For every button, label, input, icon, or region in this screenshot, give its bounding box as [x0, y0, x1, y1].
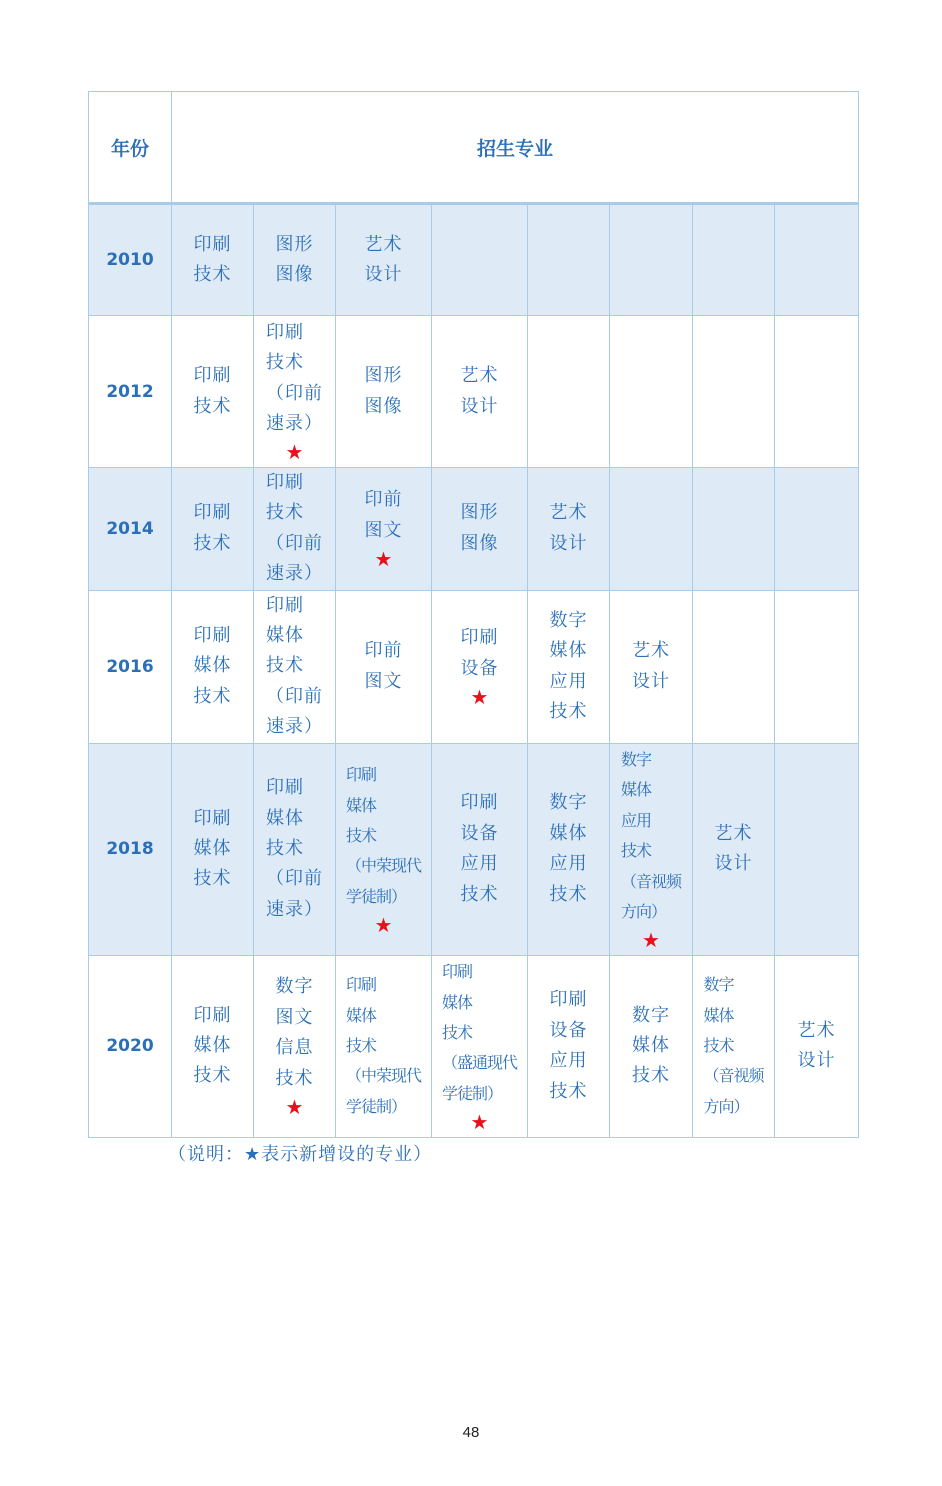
majors-header: 招生专业	[172, 92, 859, 204]
year-cell: 2010	[89, 204, 172, 316]
major-cell	[528, 590, 610, 743]
major-cell	[693, 590, 775, 743]
new-major-star-icon: ★	[285, 1094, 304, 1119]
major-name: 数字 媒体 应用 技术	[549, 609, 588, 723]
major-name: 艺术 设计	[797, 1019, 836, 1072]
year-cell: 2020	[89, 955, 172, 1137]
major-name: 印刷 技术	[193, 233, 232, 285]
major-cell	[693, 204, 775, 316]
majors-table	[88, 91, 859, 1138]
major-name: 印刷 媒体 技术 （盛通现代 学徒制）	[441, 962, 517, 1103]
major-cell	[336, 590, 432, 743]
new-major-star-icon: ★	[470, 685, 489, 710]
major-cell	[172, 204, 254, 316]
new-major-star-icon: ★	[470, 1110, 489, 1135]
major-name: 印刷 媒体 技术 （印前 速录）	[266, 594, 323, 738]
new-major-star-icon: ★	[285, 440, 304, 465]
year-cell: 2012	[89, 316, 172, 468]
table-row	[89, 316, 859, 468]
major-cell	[254, 204, 336, 316]
major-cell	[775, 743, 859, 955]
major-cell	[336, 468, 432, 591]
major-name: 印刷 设备	[460, 627, 499, 679]
major-name: 印刷 技术 （印前 速录）	[266, 321, 323, 434]
major-name: 数字 媒体 技术	[632, 1004, 670, 1087]
table-row	[89, 204, 859, 316]
major-name: 图形 图像	[275, 233, 314, 285]
major-name: 艺术 设计	[460, 365, 499, 417]
major-cell	[254, 316, 336, 468]
major-name: 印刷 媒体 技术 （中荣现代 学徒制）	[345, 765, 421, 906]
major-cell	[693, 468, 775, 591]
major-cell	[254, 955, 336, 1137]
major-name: 印刷 技术	[193, 502, 232, 554]
table-row	[89, 468, 859, 591]
major-name: 印刷 技术	[193, 365, 232, 417]
major-name: 艺术 设计	[364, 233, 403, 285]
major-cell	[775, 590, 859, 743]
major-cell	[432, 468, 528, 591]
major-cell	[693, 955, 775, 1137]
legend-note: （说明：★表示新增设的专业）	[168, 1144, 433, 1165]
major-name: 印前 图文	[364, 640, 403, 692]
major-name: 印刷 媒体 技术	[193, 807, 232, 890]
major-name: 印刷 媒体 技术 （中荣现代 学徒制）	[345, 975, 421, 1116]
major-name: 数字 图文 信息 技术	[275, 976, 314, 1089]
major-cell	[775, 204, 859, 316]
major-cell	[775, 468, 859, 591]
major-cell	[610, 468, 693, 591]
major-cell	[693, 743, 775, 955]
major-name: 图形 图像	[460, 502, 499, 554]
major-name: 数字 媒体 应用 技术 （音视频 方向）	[620, 749, 681, 921]
major-name: 印刷 设备 应用 技术	[549, 989, 588, 1102]
major-cell	[528, 204, 610, 316]
major-name: 印刷 设备 应用 技术	[460, 792, 499, 905]
major-cell	[172, 468, 254, 591]
major-cell	[610, 316, 693, 468]
major-cell	[775, 955, 859, 1137]
major-cell	[528, 743, 610, 955]
major-cell	[432, 955, 528, 1137]
table-row	[89, 590, 859, 743]
major-cell	[528, 468, 610, 591]
major-cell	[172, 590, 254, 743]
major-cell	[432, 590, 528, 743]
major-cell	[610, 955, 693, 1137]
major-name: 数字 媒体 应用 技术	[549, 792, 588, 905]
major-cell	[432, 204, 528, 316]
table-row	[89, 955, 859, 1137]
major-cell	[693, 316, 775, 468]
major-cell	[432, 743, 528, 955]
major-cell	[336, 955, 432, 1137]
major-cell	[254, 468, 336, 591]
major-cell	[432, 316, 528, 468]
major-name: 数字 媒体 技术 （音视频 方向）	[703, 975, 764, 1116]
major-name: 印刷 媒体 技术	[193, 1004, 232, 1087]
major-name: 艺术 设计	[714, 822, 753, 875]
major-name: 图形 图像	[364, 365, 403, 417]
major-cell	[336, 204, 432, 316]
major-cell	[528, 955, 610, 1137]
major-cell	[610, 590, 693, 743]
new-major-star-icon: ★	[374, 547, 393, 572]
major-cell	[172, 955, 254, 1137]
major-cell	[528, 316, 610, 468]
year-cell: 2014	[89, 468, 172, 591]
major-cell	[254, 590, 336, 743]
new-major-star-icon: ★	[374, 913, 393, 938]
major-name: 印刷 媒体 技术	[193, 625, 232, 707]
major-name: 印刷 媒体 技术 （印前 速录）	[266, 777, 323, 920]
page-number: 48	[462, 1424, 480, 1441]
year-header: 年份	[89, 92, 172, 204]
major-cell	[775, 316, 859, 468]
major-cell	[254, 743, 336, 955]
major-cell	[610, 204, 693, 316]
major-cell	[172, 316, 254, 468]
new-major-star-icon: ★	[642, 928, 660, 953]
major-name: 艺术 设计	[632, 640, 670, 692]
major-cell	[336, 316, 432, 468]
major-cell	[336, 743, 432, 955]
major-cell	[172, 743, 254, 955]
table-row	[89, 743, 859, 955]
major-name: 印前 图文	[364, 489, 403, 541]
year-cell: 2016	[89, 590, 172, 743]
major-cell	[610, 743, 693, 955]
major-name: 艺术 设计	[549, 502, 588, 554]
header-row	[89, 92, 859, 204]
major-name: 印刷 技术 （印前 速录）	[266, 472, 323, 585]
year-cell: 2018	[89, 743, 172, 955]
